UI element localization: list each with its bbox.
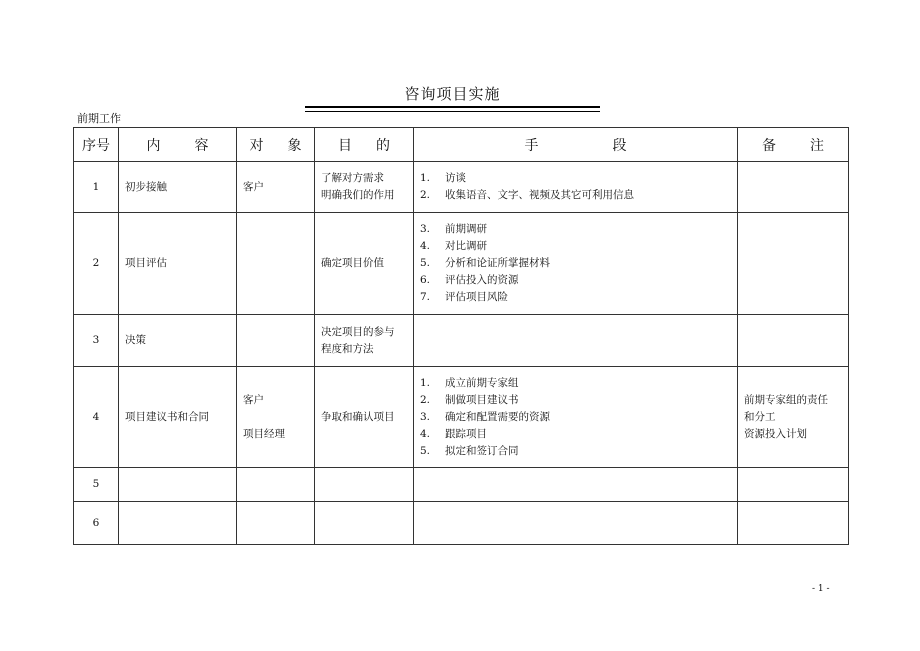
means-list (414, 221, 737, 306)
target-line: 客户 (243, 180, 264, 193)
section-label: 前期工作 (77, 110, 121, 128)
row-number: 5 (74, 468, 119, 502)
row-content: 项目评估 (119, 213, 237, 315)
header-means-char2: 段 (612, 137, 627, 154)
means-item: 3. 确定和配置需要的资源 (420, 410, 550, 423)
title-underline-thick (305, 106, 600, 108)
means-item: 2. 收集语音、文字、视频及其它可利用信息 (420, 189, 634, 201)
purpose-line: 决定项目的参与 (321, 325, 395, 338)
row-target (237, 468, 315, 502)
header-content-char2: 容 (194, 137, 209, 154)
row-remark (738, 468, 849, 502)
row-number: 4 (74, 367, 119, 468)
row-remark (738, 502, 849, 545)
means-item: 1. 访谈 (420, 172, 466, 184)
header-target-char2: 象 (287, 137, 302, 154)
row-target (237, 502, 315, 545)
row-purpose (315, 315, 414, 367)
row-purpose (315, 468, 414, 502)
consulting-table (73, 127, 849, 545)
row-content (119, 502, 237, 545)
row-number: 3 (74, 315, 119, 367)
means-item: 3. 前期调研 (420, 223, 487, 235)
row-remark (738, 367, 849, 468)
purpose-line: 程度和方法 (321, 342, 374, 355)
means-item: 6. 评估投入的资源 (420, 274, 519, 286)
table-row (74, 502, 849, 545)
row-target (237, 315, 315, 367)
row-means (414, 315, 738, 367)
row-number: 2 (74, 213, 119, 315)
header-purpose-char2: 的 (376, 137, 390, 154)
means-item: 4. 对比调研 (420, 240, 487, 252)
means-list (414, 170, 737, 204)
means-item: 7. 评估项目风险 (420, 291, 508, 303)
row-target (237, 213, 315, 315)
row-purpose (315, 367, 414, 468)
row-means (414, 213, 738, 315)
header-row (74, 128, 849, 162)
means-list (414, 375, 737, 460)
row-remark (738, 213, 849, 315)
header-remark (738, 128, 849, 162)
header-means (414, 128, 738, 162)
row-content: 初步接触 (119, 162, 237, 213)
means-item: 4. 跟踪项目 (420, 427, 487, 440)
table-row (74, 468, 849, 502)
row-means (414, 367, 738, 468)
row-number: 6 (74, 502, 119, 545)
table-row (74, 213, 849, 315)
document-title: 咨询项目实施 (404, 85, 501, 103)
table-row (74, 315, 849, 367)
row-purpose (315, 213, 414, 315)
header-target (237, 128, 315, 162)
purpose-line: 了解对方需求 (321, 172, 384, 184)
table-row (74, 162, 849, 213)
purpose-line: 确定项目价值 (321, 257, 384, 269)
means-item: 2. 制做项目建议书 (420, 393, 519, 406)
row-number: 1 (74, 162, 119, 213)
header-no: 序号 (74, 128, 119, 162)
target-line: 项目经理 (243, 427, 285, 440)
remark-line: 和分工 (744, 410, 776, 423)
target-line: 客户 (243, 393, 264, 406)
row-means (414, 502, 738, 545)
remark-line: 前期专家组的责任 (744, 393, 828, 406)
row-content: 决策 (119, 315, 237, 367)
header-remark-char2: 注 (810, 137, 824, 154)
row-content (119, 468, 237, 502)
table-row (74, 367, 849, 468)
row-target (237, 162, 315, 213)
purpose-line: 明确我们的作用 (321, 189, 395, 201)
row-remark (738, 315, 849, 367)
purpose-line: 争取和确认项目 (321, 410, 395, 423)
row-means (414, 468, 738, 502)
row-purpose (315, 162, 414, 213)
row-target (237, 367, 315, 468)
row-remark (738, 162, 849, 213)
remark-line: 资源投入计划 (744, 427, 807, 440)
header-target-char1: 对 (249, 137, 264, 154)
header-purpose-char1: 目 (338, 137, 352, 154)
title-underline-thin (305, 111, 600, 112)
means-item: 5. 分析和论证所掌握材料 (420, 257, 550, 269)
row-content: 项目建议书和合同 (119, 367, 237, 468)
header-content (119, 128, 237, 162)
header-remark-char1: 备 (762, 137, 776, 154)
row-means (414, 162, 738, 213)
header-purpose (315, 128, 414, 162)
header-means-char1: 手 (524, 137, 539, 154)
header-content-char1: 内 (146, 137, 161, 154)
means-item: 5. 拟定和签订合同 (420, 444, 519, 457)
row-purpose (315, 502, 414, 545)
means-item: 1. 成立前期专家组 (420, 376, 519, 389)
page-number: - 1 - (812, 584, 830, 594)
